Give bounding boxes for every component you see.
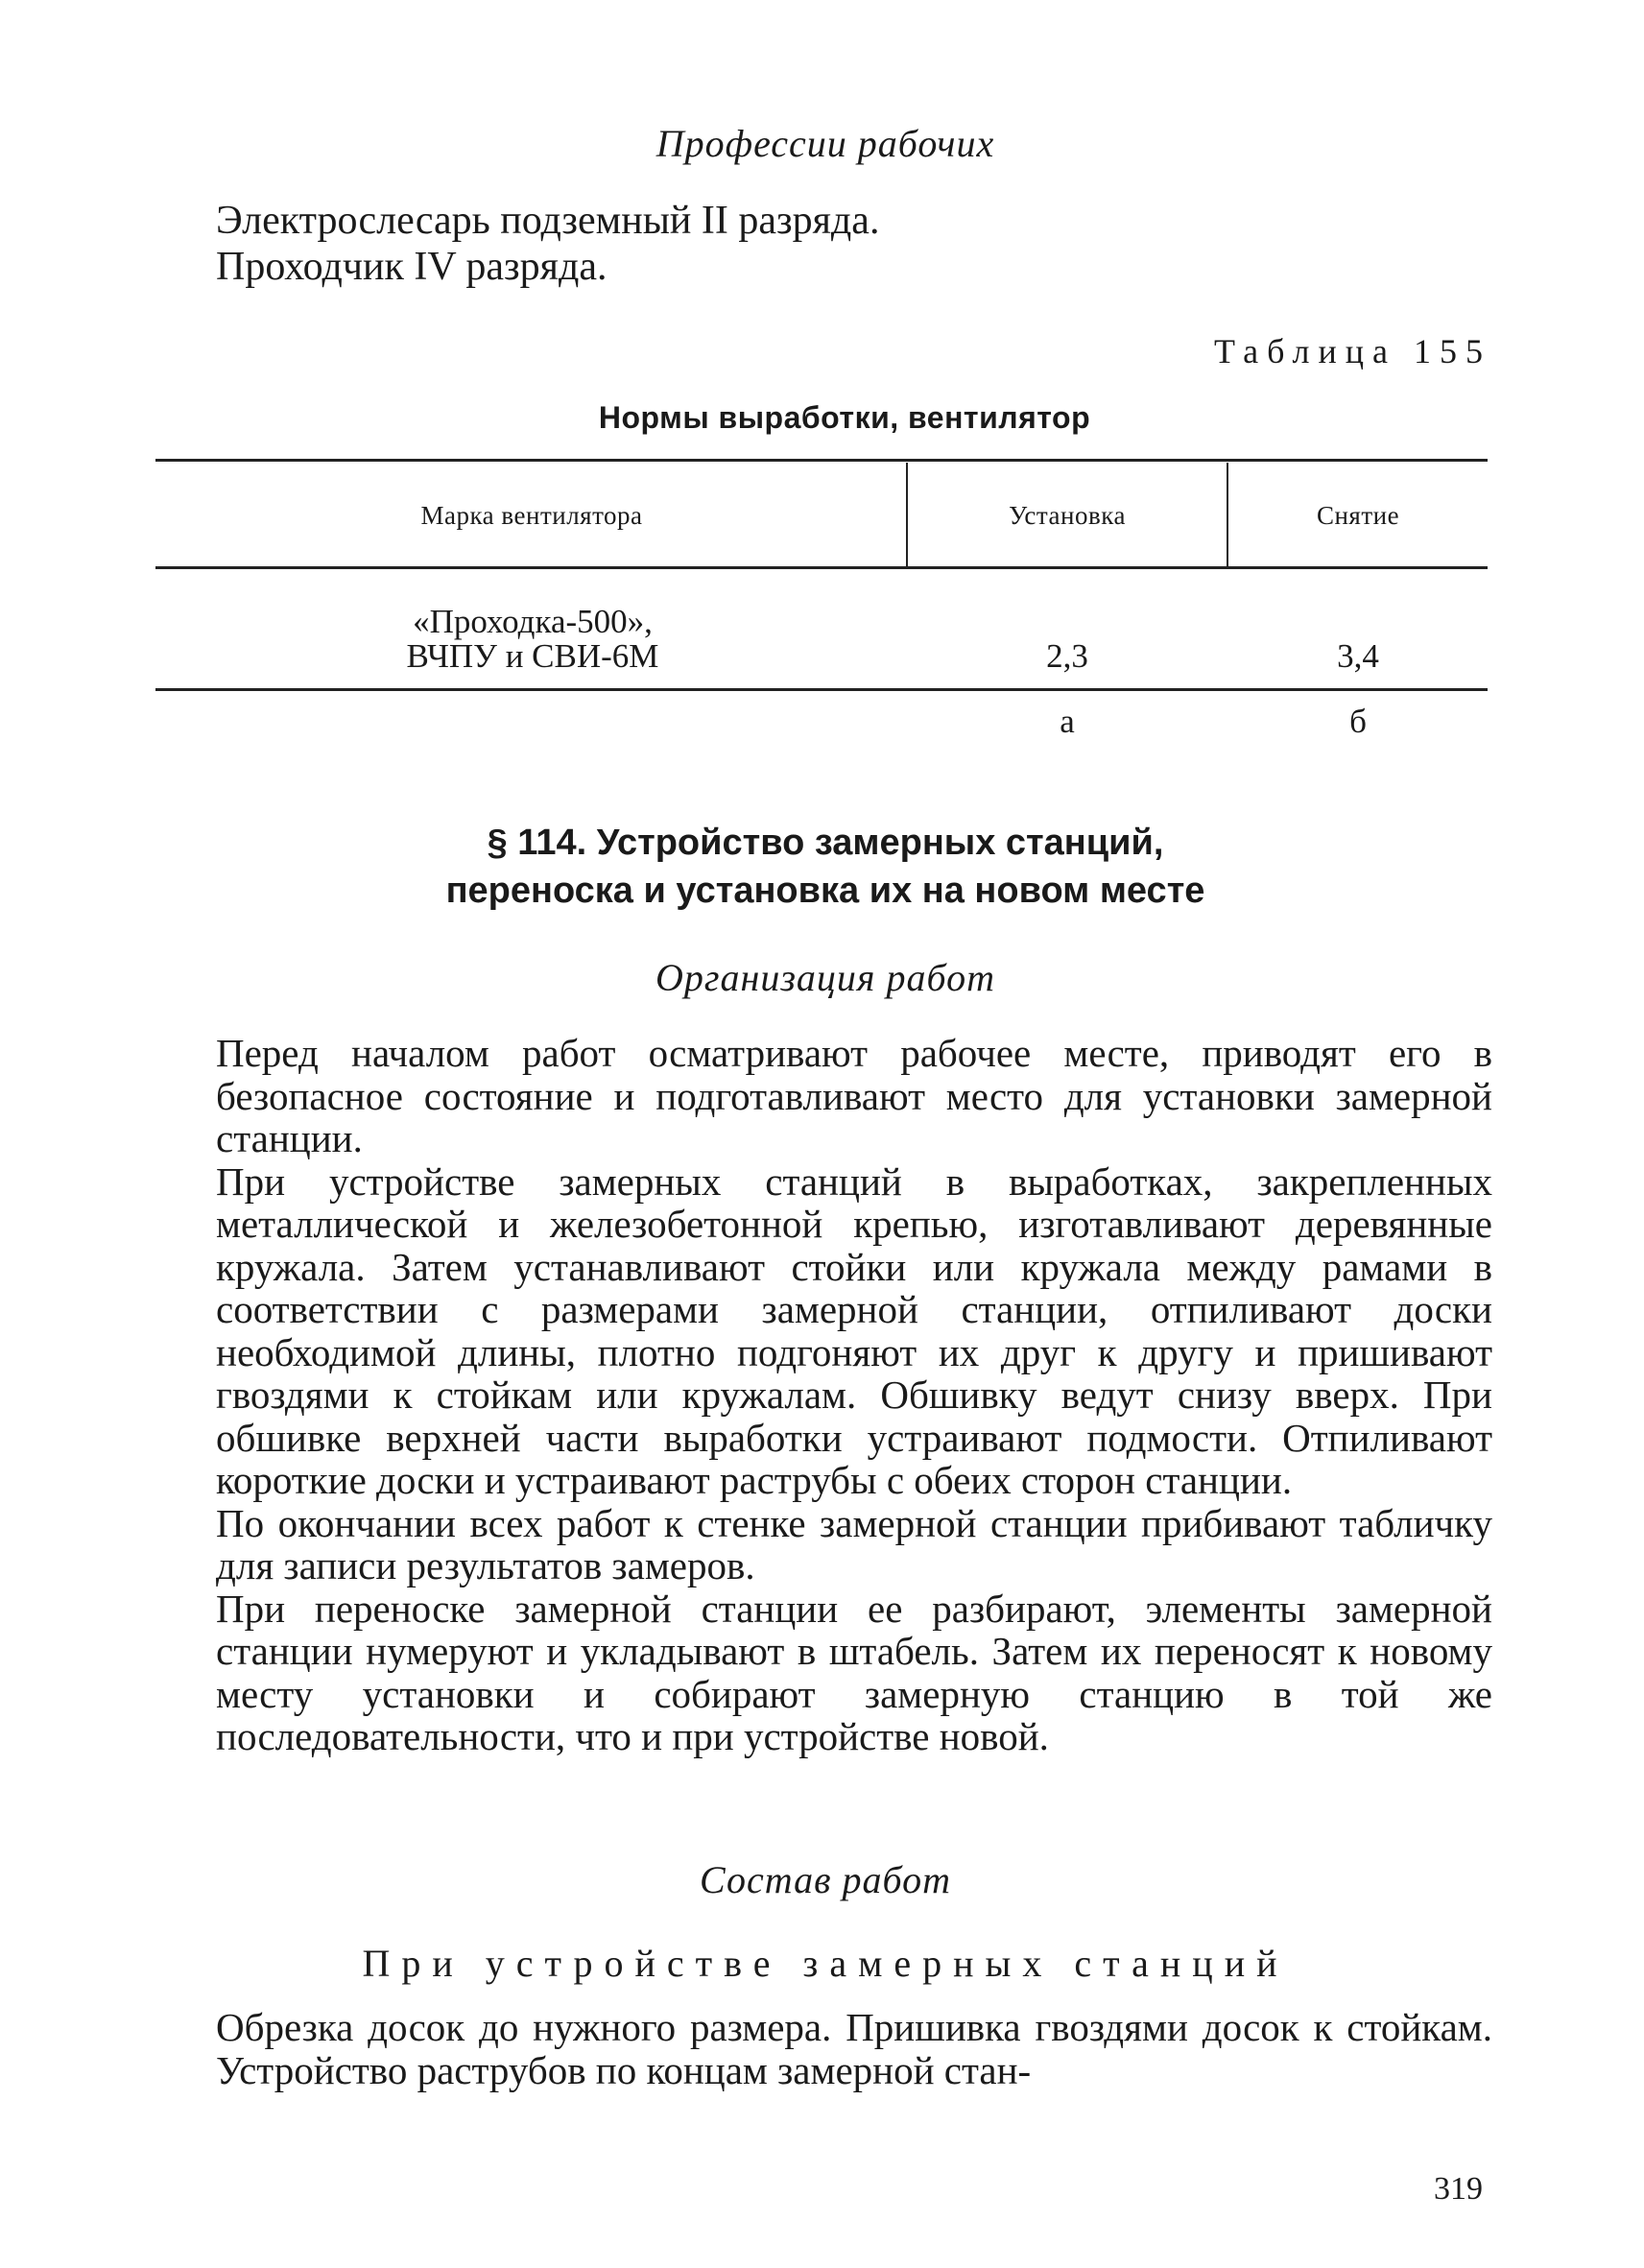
org-heading: Организация работ <box>655 956 995 999</box>
paragraph: При переноске замерной станции ее разбирают, элементы замерной станции нумеруют и укладывают в штабель. Затем их переносят к новому месту установки и собирают замерную станцию в той же последовательности, что и при устройстве новой. <box>216 1586 1492 1758</box>
paragraph: Перед началом работ осматривают рабочее месте, приводят его в безопасное состояние и подготавливают место для установки замерной станции. <box>216 1031 1492 1160</box>
page-number: 319 <box>1434 2171 1483 2207</box>
table-header: Установка <box>1009 501 1126 530</box>
table-title: Нормы выработки, вентилятор <box>598 400 1091 435</box>
table-header-rule <box>155 566 1488 569</box>
section-title-line: § 114. Устройство замерных станций, <box>487 823 1164 863</box>
table-bottom-rule <box>155 688 1488 691</box>
org-text <box>216 1032 1492 1758</box>
workers-heading: Профессии рабочих <box>655 122 995 165</box>
table-cell: 2,3 <box>1046 637 1088 675</box>
table-label: Таблица 155 <box>1214 332 1491 370</box>
paragraph: По окончании всех работ к стенке замерной станции прибивают табличку для записи результатов замеров. <box>216 1500 1492 1588</box>
table-cell <box>158 605 907 674</box>
section-title-line: переноска и установка их на новом месте <box>445 871 1205 911</box>
worker-line: Проходчик IV разряда. <box>216 245 608 289</box>
table-footer-cell: а <box>1060 703 1075 740</box>
table-header: Марка вентилятора <box>420 501 643 530</box>
table-footer-cell: б <box>1349 703 1367 740</box>
table-cell-line: ВЧПУ и СВИ-6М <box>406 637 659 675</box>
worker-line: Электрослесарь подземный II разряда. <box>216 199 880 243</box>
table-cell: 3,4 <box>1337 637 1379 675</box>
section-title <box>250 819 1401 915</box>
sub-heading: При устройстве замерных станций <box>362 1942 1289 1985</box>
table-cell-line: «Проходка-500», <box>413 603 653 640</box>
last-paragraph: Обрезка досок до нужного размера. Пришивка гвоздями досок к стойкам. Устройство раструбов по концам замерной стан- <box>216 2005 1492 2092</box>
composition-heading: Состав работ <box>700 1858 951 1901</box>
paragraph: При устройстве замерных станций в выработках, закрепленных металлической и железобетонной крепью, изготавливают деревянные кружала. Затем устанавливают стойки или кружала между рамами в соответствии с размерами замерной станции, отпиливают доски необходимой длины, плотно подгоняют их друг к другу и пришивают гвоздями к стойкам или кружалам. Обшивку ведут снизу вверх. При обшивке верхней части выработки устраивают подмости. Отпиливают короткие доски и устраивают раструбы с обеих сторон станции. <box>216 1158 1492 1502</box>
table-top-rule <box>155 459 1488 462</box>
table-header: Снятие <box>1316 501 1400 530</box>
